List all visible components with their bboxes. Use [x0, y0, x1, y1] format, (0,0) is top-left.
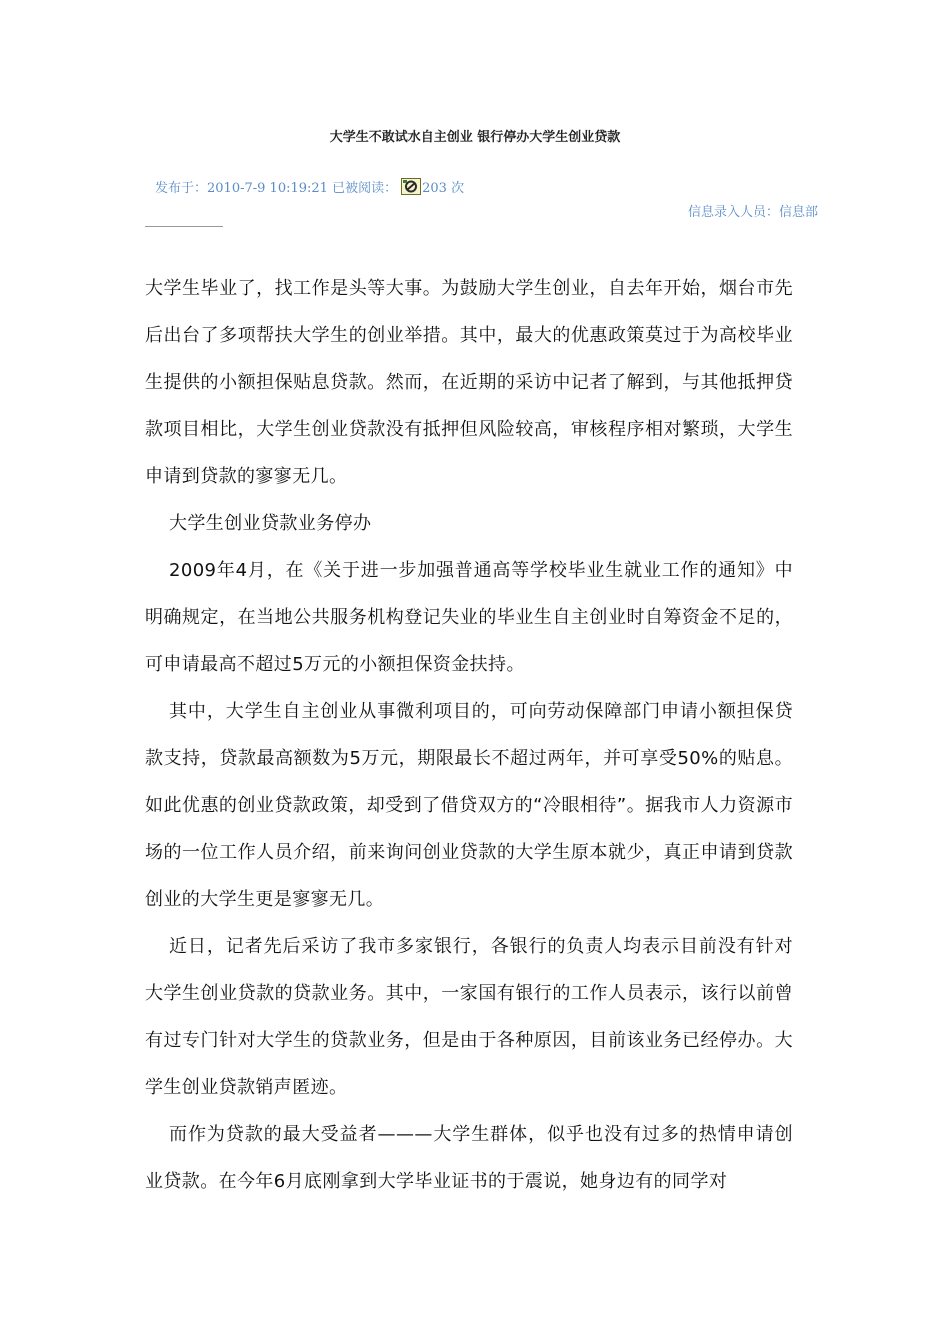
- paragraph-intro: 大学生毕业了，找工作是头等大事。为鼓励大学生创业，自去年开始，烟台市先后出台了多项帮扶大学生的创业举措。其中，最大的优惠政策莫过于为高校毕业生提供的小额担保贴息贷款。然而，在近期的采访中记者了解到，与其他抵押贷款项目相比，大学生创业贷款没有抵押但风险较高，审核程序相对繁琐，大学生申请到贷款的寥寥无几。: [145, 278, 793, 487]
- article-title: 大学生不敢试水自主创业 银行停办大学生创业贷款: [329, 130, 621, 145]
- paragraph-details: 其中，大学生自主创业从事微利项目的，可向劳动保障部门申请小额担保贷款支持，贷款最高额数为5万元，期限最长不超过两年，并可享受50%的贴息。如此优惠的创业贷款政策，却受到了借贷双方的“冷眼相待”。据我市人力资源市场的一位工作人员介绍，前来询问创业贷款的大学生原本就少，真正申请到贷款创业的大学生更是寥寥无几。: [145, 701, 793, 910]
- entry-info: [688, 203, 818, 223]
- section-heading: 大学生创业贷款业务停办: [169, 513, 372, 534]
- article-meta: [155, 178, 464, 199]
- article-body: [145, 265, 793, 1205]
- paragraph-banks: 近日，记者先后采访了我市多家银行，各银行的负责人均表示目前没有针对大学生创业贷款的贷款业务。其中，一家国有银行的工作人员表示，该行以前曾有过专门针对大学生的贷款业务，但是由于各种原因，目前该业务已经停办。大学生创业贷款销声匿迹。: [145, 936, 793, 1098]
- entry-value: 信息部: [778, 205, 818, 220]
- paragraph-students: 而作为贷款的最大受益者———大学生群体，似乎也没有过多的热情申请创业贷款。在今年6月底刚拿到大学毕业证书的于震说，她身边有的同学对: [145, 1124, 793, 1192]
- published-time: 2010-7-9 10:19:21: [207, 181, 328, 196]
- read-unit: 次: [451, 181, 465, 196]
- published-label: 发布于：: [155, 181, 208, 196]
- read-count: 203: [422, 181, 447, 196]
- read-label: 已被阅读：: [332, 181, 398, 196]
- entry-label: 信息录入人员：: [687, 205, 779, 220]
- header-divider: [145, 226, 223, 227]
- paragraph-policy: 2009年4月，在《关于进一步加强普通高等学校毕业生就业工作的通知》中明确规定，在当地公共服务机构登记失业的毕业生自主创业时自筹资金不足的，可申请最高不超过5万元的小额担保资金扶持。: [145, 560, 793, 675]
- read-count-icon: [401, 178, 421, 195]
